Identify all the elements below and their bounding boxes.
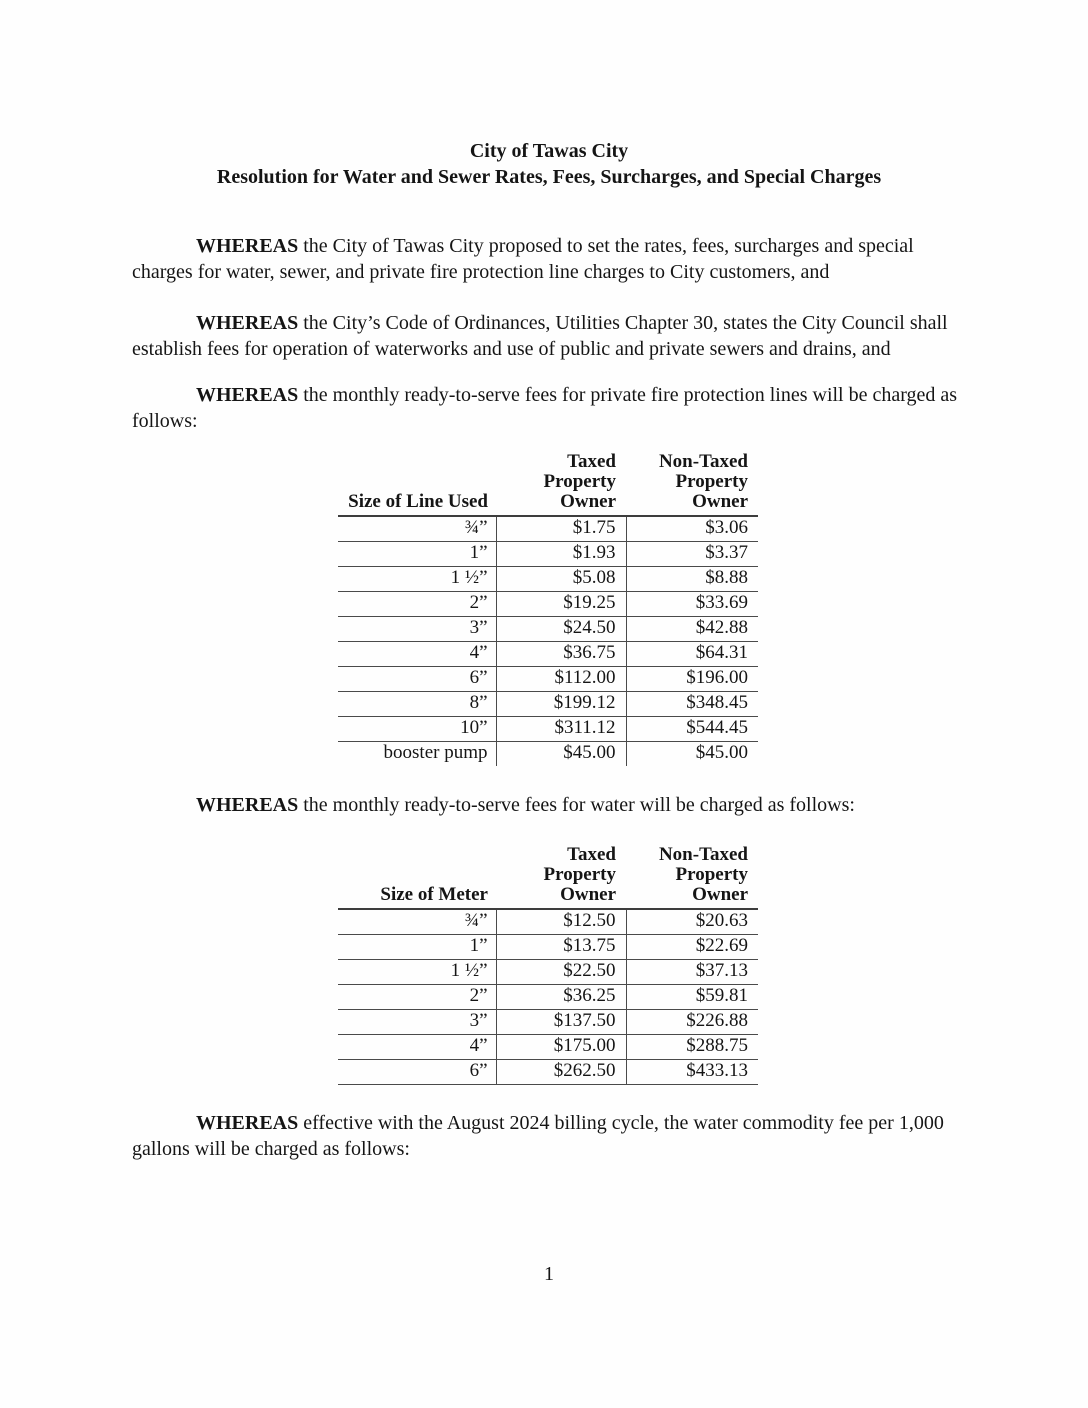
table-row — [338, 567, 758, 592]
whereas-keyword: WHEREAS — [196, 312, 299, 334]
table-row — [338, 1035, 758, 1060]
taxed-cell: $24.50 — [496, 617, 626, 642]
size-cell: 8” — [338, 692, 496, 717]
water-meter-rates-table — [338, 845, 758, 1085]
nontaxed-cell: $3.06 — [626, 516, 758, 542]
whereas-keyword: WHEREAS — [196, 794, 299, 816]
nontaxed-column-header — [626, 845, 758, 909]
nontaxed-cell: $196.00 — [626, 667, 758, 692]
size-cell: ¾” — [338, 516, 496, 542]
size-cell: 3” — [338, 617, 496, 642]
taxed-cell: $199.12 — [496, 692, 626, 717]
whereas-keyword: WHEREAS — [196, 1112, 299, 1134]
header-line: Property — [543, 864, 616, 885]
nontaxed-cell: $37.13 — [626, 960, 758, 985]
taxed-cell: $13.75 — [496, 935, 626, 960]
size-cell: 10” — [338, 717, 496, 742]
table-row — [338, 617, 758, 642]
table-row — [338, 542, 758, 567]
title-line-1: City of Tawas City — [469, 140, 629, 162]
taxed-column-header — [496, 452, 626, 516]
paragraph-whereas-commodity-fee — [132, 1110, 966, 1162]
paragraph-text: the City of Tawas City proposed to set the rates, fees, surcharges and special charges for water, sewer, and private fire protection line charges to City customers, and — [132, 235, 914, 283]
paragraph-text: the monthly ready-to-serve fees for water will be charged as follows: — [298, 794, 855, 816]
size-column-header: Size of Meter — [338, 845, 496, 909]
taxed-cell: $19.25 — [496, 592, 626, 617]
paragraph-text: effective with the August 2024 billing cycle, the water commodity fee per 1,000 gallons will be charged as follows: — [132, 1112, 944, 1160]
nontaxed-cell: $288.75 — [626, 1035, 758, 1060]
page-number: 1 — [544, 1263, 554, 1285]
size-cell: 4” — [338, 642, 496, 667]
table-row — [338, 742, 758, 767]
taxed-cell: $175.00 — [496, 1035, 626, 1060]
paragraph-text: the City’s Code of Ordinances, Utilities Chapter 30, states the City Council shall establish fees for operation of waterworks and use of public and private sewers and drains, and — [132, 312, 948, 360]
table-row — [338, 692, 758, 717]
nontaxed-cell: $348.45 — [626, 692, 758, 717]
taxed-cell: $1.75 — [496, 516, 626, 542]
header-line: Property — [543, 471, 616, 492]
header-line: Non-Taxed — [658, 844, 748, 865]
taxed-column-header — [496, 845, 626, 909]
whereas-keyword: WHEREAS — [196, 235, 299, 257]
nontaxed-cell: $433.13 — [626, 1060, 758, 1085]
table-row — [338, 1060, 758, 1085]
fire-protection-line-rates-table — [338, 452, 758, 766]
nontaxed-cell: $42.88 — [626, 617, 758, 642]
size-cell: 2” — [338, 592, 496, 617]
taxed-cell: $22.50 — [496, 960, 626, 985]
taxed-cell: $5.08 — [496, 567, 626, 592]
nontaxed-cell: $226.88 — [626, 1010, 758, 1035]
taxed-cell: $45.00 — [496, 742, 626, 767]
nontaxed-cell: $8.88 — [626, 567, 758, 592]
table-row — [338, 642, 758, 667]
size-column-header: Size of Line Used — [338, 452, 496, 516]
table-header-row — [338, 845, 758, 909]
paragraph-whereas-code-of-ordinances — [132, 310, 966, 362]
header-line: Owner — [560, 884, 616, 905]
table-row — [338, 909, 758, 935]
size-cell: 3” — [338, 1010, 496, 1035]
title-line-2: Resolution for Water and Sewer Rates, Fees, Surcharges, and Special Charges — [216, 166, 882, 188]
whereas-keyword: WHEREAS — [196, 384, 299, 406]
table-header-row — [338, 452, 758, 516]
paragraph-whereas-rates-proposed — [132, 233, 966, 285]
size-cell: booster pump — [383, 742, 488, 763]
paragraph-whereas-water-fees — [132, 792, 966, 818]
size-cell: 1 ½” — [338, 567, 496, 592]
size-cell: ¾” — [338, 909, 496, 935]
table-row — [338, 960, 758, 985]
nontaxed-cell: $59.81 — [626, 985, 758, 1010]
size-cell: 4” — [338, 1035, 496, 1060]
header-line: Owner — [560, 491, 616, 512]
nontaxed-cell: $45.00 — [626, 742, 758, 767]
header-line: Owner — [692, 884, 748, 905]
taxed-cell: $36.75 — [496, 642, 626, 667]
taxed-cell: $12.50 — [496, 909, 626, 935]
table-row — [338, 667, 758, 692]
nontaxed-cell: $33.69 — [626, 592, 758, 617]
paragraph-whereas-fire-protection-fees — [132, 382, 966, 434]
header-line: Taxed — [567, 844, 616, 865]
nontaxed-cell: $64.31 — [626, 642, 758, 667]
header-line: Non-Taxed — [658, 451, 748, 472]
table-row — [338, 516, 758, 542]
header-line: Property — [675, 864, 748, 885]
taxed-cell: $311.12 — [496, 717, 626, 742]
taxed-cell: $36.25 — [496, 985, 626, 1010]
size-cell: 1” — [338, 935, 496, 960]
size-cell: 1 ½” — [338, 960, 496, 985]
table-row — [338, 1010, 758, 1035]
size-cell: 6” — [338, 667, 496, 692]
taxed-cell: $137.50 — [496, 1010, 626, 1035]
header-line: Owner — [692, 491, 748, 512]
header-line: Property — [675, 471, 748, 492]
nontaxed-cell: $3.37 — [626, 542, 758, 567]
nontaxed-cell: $20.63 — [626, 909, 758, 935]
document-title — [132, 138, 966, 190]
taxed-cell: $1.93 — [496, 542, 626, 567]
taxed-cell: $112.00 — [496, 667, 626, 692]
nontaxed-column-header — [626, 452, 758, 516]
nontaxed-cell: $22.69 — [626, 935, 758, 960]
size-cell: 2” — [338, 985, 496, 1010]
taxed-cell: $262.50 — [496, 1060, 626, 1085]
size-cell: 6” — [338, 1060, 496, 1085]
header-line: Taxed — [567, 451, 616, 472]
table-row — [338, 985, 758, 1010]
size-cell: 1” — [338, 542, 496, 567]
table-row — [338, 592, 758, 617]
table-row — [338, 935, 758, 960]
paragraph-text: the monthly ready-to-serve fees for private fire protection lines will be charged as follows: — [132, 384, 958, 432]
table-row — [338, 717, 758, 742]
nontaxed-cell: $544.45 — [626, 717, 758, 742]
